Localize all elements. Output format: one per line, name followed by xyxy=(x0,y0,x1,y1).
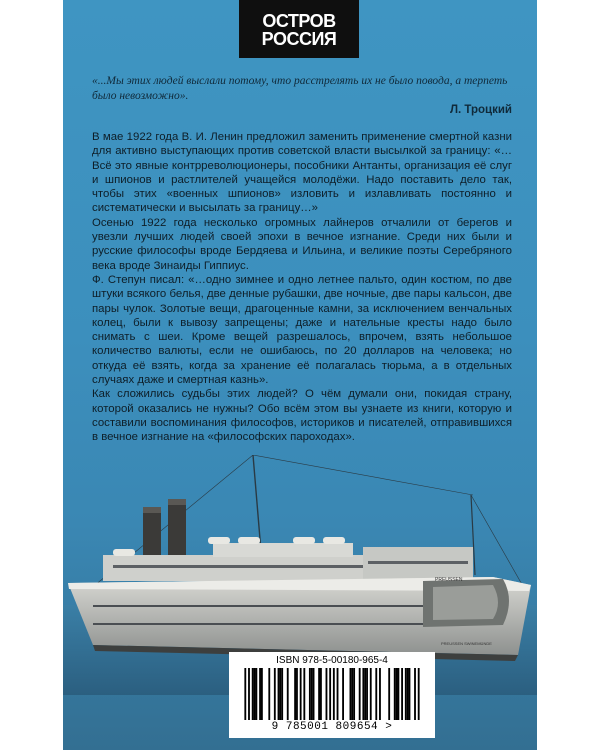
barcode-digits: 9 785001 809654 > xyxy=(271,721,393,733)
barcode-bar xyxy=(362,668,364,720)
logo-line-2: РОССИЯ xyxy=(261,29,337,49)
barcode-bar xyxy=(405,668,407,720)
annotation-text xyxy=(92,130,512,445)
barcode-bar xyxy=(370,668,372,720)
barcode-bar xyxy=(303,668,305,720)
barcode-bar xyxy=(407,668,409,720)
barcode-bar xyxy=(418,668,420,720)
paragraph-3: Ф. Степун писал: «…одно зимнее и одно летнее пальто, один костюм, по две штуки всякого белья, две денные рубашки, две ночные, две пары кальсон, две пары чулок. Золотые вещи, драгоценные камни, за исключением венчальных колец, были к вывозу запрещены; даже и нательные кресты надо было снимать с шеи. Кроме вещей разрешалось, впрочем, взять небольшое количество валюты, если не ошибаюсь, по 20 долларов на человека; но откуда её взять, когда за хранение её полагалась тюрьма, а в отдельных случаях даже и смертная казнь». xyxy=(92,273,512,387)
barcode-bar xyxy=(252,668,254,720)
barcode-bar xyxy=(300,668,302,720)
barcode-bar xyxy=(396,668,398,720)
barcode-bar xyxy=(296,668,298,720)
epigraph-quote: «...Мы этих людей выслали потому, что расстрелять их не было повода, а терпеть было невозможно». xyxy=(92,75,508,102)
barcode-bar xyxy=(244,668,246,720)
barcode-bar xyxy=(320,668,322,720)
barcode-bar xyxy=(281,668,283,720)
barcode-bar xyxy=(248,668,250,720)
barcode-bar xyxy=(261,668,263,720)
paragraph-2: Осенью 1922 года несколько огромных лайнеров отчалили от берегов и увезли лучших людей своей эпохи в вечное изгнание. Среди них были и русские философы вроде Бердяева и Ильина, и великие поэты Серебряного века вроде Зинаиды Гиппиус. xyxy=(92,216,512,272)
barcode-box xyxy=(229,652,435,738)
epigraph-author: Л. Троцкий xyxy=(449,104,512,116)
barcode-bar xyxy=(278,668,280,720)
logo-line-1: ОСТРОВ xyxy=(262,11,336,31)
ship-name-label: PREUSSEN xyxy=(435,577,463,583)
barcode-bar xyxy=(359,668,361,720)
barcode-bar xyxy=(364,668,366,720)
barcode-bar xyxy=(353,668,355,720)
barcode-bar xyxy=(311,668,313,720)
barcode-bar xyxy=(294,668,296,720)
barcode-bar xyxy=(274,668,276,720)
barcode-bar xyxy=(259,668,261,720)
barcode-bar xyxy=(342,668,344,720)
barcode-bar xyxy=(409,668,411,720)
barcode-bar xyxy=(351,668,353,720)
barcode-bar xyxy=(254,668,256,720)
isbn-label: ISBN 978-5-00180-965-4 xyxy=(276,655,388,666)
barcode-bar xyxy=(397,668,399,720)
barcode-bar xyxy=(255,668,257,720)
barcode-bar xyxy=(333,668,335,720)
barcode-bar xyxy=(375,668,377,720)
barcode-bar xyxy=(318,668,320,720)
barcode-bar xyxy=(279,668,281,720)
barcode-bar xyxy=(268,668,270,720)
barcode-bar xyxy=(394,668,396,720)
paragraph-1: В мае 1922 года В. И. Ленин предложил заменить применение смертной казни для активно выступающих против советской власти высылкой за границу: «…Всё это явные контрреволюционеры, пособники Антанты, организация её слуг и шпионов и растлителей учащейся молодёжи. Надо поставить дело так, чтобы этих «военных шпионов» изловить и излавливать постоянно и систематически и высылать за границу…» xyxy=(92,131,512,215)
barcode-bars xyxy=(237,668,427,720)
barcode-bar xyxy=(414,668,416,720)
series-logo xyxy=(239,0,359,58)
barcode-bar xyxy=(350,668,352,720)
barcode-bar xyxy=(329,668,331,720)
book-back-cover xyxy=(63,0,537,750)
barcode-bar xyxy=(287,668,289,720)
barcode-bar xyxy=(379,668,381,720)
ship-stern-label: PREUSSEN SWINEMÜNDE xyxy=(441,641,492,646)
barcode-bar xyxy=(388,668,390,720)
barcode-bar xyxy=(326,668,328,720)
barcode-bar xyxy=(313,668,315,720)
barcode-bar xyxy=(309,668,311,720)
barcode-bar xyxy=(401,668,403,720)
barcode-bar xyxy=(366,668,368,720)
paragraph-4: Как сложились судьбы этих людей? О чём думали они, покидая страну, которой оказались не нужны? Обо всём этом вы узнаете из книги, которую и составили воспоминания философов, историков и писателей, отправившихся в вечное изгнание на «философских пароходах». xyxy=(92,388,512,444)
barcode-bar xyxy=(337,668,339,720)
